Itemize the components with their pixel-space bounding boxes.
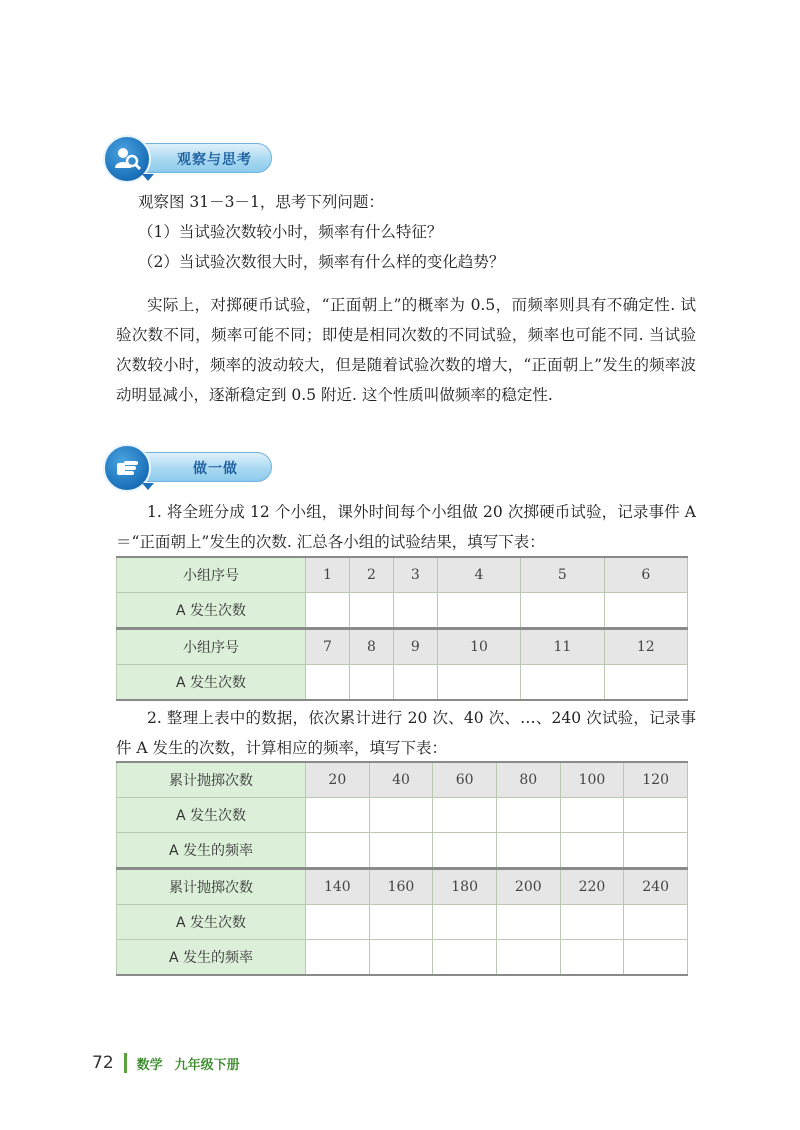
empty-cell	[393, 593, 437, 629]
empty-cell	[437, 593, 520, 629]
row-header: 累计抛掷次数	[117, 762, 306, 798]
cumulative-results-table	[116, 761, 688, 976]
badge-label: 观察与思考	[177, 152, 252, 168]
group-results-table	[116, 556, 688, 701]
table-cell: 6	[604, 557, 687, 593]
table-cell: 5	[521, 557, 604, 593]
stability-paragraph	[116, 290, 696, 410]
empty-cell	[496, 905, 560, 940]
empty-cell	[306, 798, 370, 833]
empty-cell	[369, 833, 433, 869]
empty-cell	[306, 905, 370, 940]
table-row	[117, 557, 688, 593]
empty-cell	[433, 798, 497, 833]
table-cell: 20	[306, 762, 370, 798]
row-header: A 发生次数	[117, 665, 306, 701]
stability-text: 实际上，对掷硬币试验，“正面朝上”的概率为 0.5，而频率则具有不确定性. 试验次数不同，频率可能不同；即使是相同次数的不同试验，频率也可能不同. 当试验次数较小时，频率的波动较大，但是随着试验次数的增大，“正面朝上”发生的频率波动明显减小，逐渐稳定到 0.5 附近. 这个性质叫做频率的稳定性.	[116, 296, 696, 404]
badge-label: 做一做	[193, 461, 238, 477]
table-row	[117, 869, 688, 905]
empty-cell	[306, 833, 370, 869]
empty-cell	[560, 905, 624, 940]
task-2	[116, 703, 696, 763]
row-header: A 发生的频率	[117, 940, 306, 976]
empty-cell	[521, 593, 604, 629]
empty-cell	[433, 833, 497, 869]
try-it-badge	[104, 449, 272, 485]
empty-cell	[624, 940, 688, 976]
question-2: （2）当试验次数很大时，频率有什么样的变化趋势？	[138, 253, 505, 271]
task-1	[116, 497, 696, 557]
row-header: 小组序号	[117, 557, 306, 593]
table-row	[117, 905, 688, 940]
empty-cell	[521, 665, 604, 701]
observe-questions	[120, 187, 695, 277]
table-row	[117, 940, 688, 976]
observe-think-badge	[104, 140, 272, 176]
table-cell: 11	[521, 629, 604, 665]
row-header: A 发生次数	[117, 593, 306, 629]
table-cell: 8	[349, 629, 393, 665]
subject-label: 数学	[136, 1057, 163, 1073]
empty-cell	[433, 940, 497, 976]
row-header: A 发生次数	[117, 905, 306, 940]
table-cell: 4	[437, 557, 520, 593]
table-row	[117, 798, 688, 833]
table-cell: 10	[437, 629, 520, 665]
row-header: A 发生的频率	[117, 833, 306, 869]
page-footer	[92, 1053, 252, 1073]
table-cell: 220	[560, 869, 624, 905]
empty-cell	[496, 833, 560, 869]
table-row	[117, 762, 688, 798]
empty-cell	[496, 940, 560, 976]
empty-cell	[306, 593, 350, 629]
table-row	[117, 665, 688, 701]
empty-cell	[433, 905, 497, 940]
table-cell: 100	[560, 762, 624, 798]
task-1-text: 1. 将全班分成 12 个小组，课外时间每个小组做 20 次掷硬币试验，记录事件 A＝“正面朝上”发生的次数. 汇总各小组的试验结果，填写下表：	[116, 503, 696, 551]
question-intro: 观察图 31－3－1，思考下列问题：	[138, 193, 384, 211]
table-cell: 12	[604, 629, 687, 665]
table-cell: 9	[393, 629, 437, 665]
grade-label: 九年级下册	[174, 1057, 240, 1073]
task-2-text: 2. 整理上表中的数据，依次累计进行 20 次、40 次、…、240 次试验，记录事件 A 发生的次数，计算相应的频率，填写下表：	[116, 709, 696, 757]
table-row	[117, 593, 688, 629]
table-row	[117, 629, 688, 665]
table-cell: 7	[306, 629, 350, 665]
empty-cell	[496, 798, 560, 833]
empty-cell	[560, 940, 624, 976]
empty-cell	[369, 798, 433, 833]
empty-cell	[306, 940, 370, 976]
empty-cell	[604, 593, 687, 629]
empty-cell	[560, 833, 624, 869]
row-header: A 发生次数	[117, 798, 306, 833]
table-cell: 120	[624, 762, 688, 798]
page-number: 72	[92, 1053, 114, 1073]
empty-cell	[624, 833, 688, 869]
table-cell: 2	[349, 557, 393, 593]
empty-cell	[349, 665, 393, 701]
table-cell: 3	[393, 557, 437, 593]
table-cell: 180	[433, 869, 497, 905]
footer-divider	[124, 1053, 127, 1073]
empty-cell	[369, 905, 433, 940]
table-cell: 140	[306, 869, 370, 905]
row-header: 小组序号	[117, 629, 306, 665]
badge-pointer	[142, 483, 154, 490]
empty-cell	[349, 593, 393, 629]
table-cell: 80	[496, 762, 560, 798]
table-cell: 240	[624, 869, 688, 905]
table-cell: 200	[496, 869, 560, 905]
table-cell: 60	[433, 762, 497, 798]
table-row	[117, 833, 688, 869]
empty-cell	[604, 665, 687, 701]
badge-pill	[104, 143, 272, 173]
empty-cell	[369, 940, 433, 976]
empty-cell	[624, 905, 688, 940]
table-cell: 40	[369, 762, 433, 798]
badge-pill	[104, 452, 272, 482]
table-cell: 1	[306, 557, 350, 593]
empty-cell	[393, 665, 437, 701]
empty-cell	[560, 798, 624, 833]
empty-cell	[437, 665, 520, 701]
badge-pointer	[142, 174, 154, 181]
table-cell: 160	[369, 869, 433, 905]
book-title	[137, 1054, 252, 1073]
empty-cell	[624, 798, 688, 833]
empty-cell	[306, 665, 350, 701]
question-1: （1）当试验次数较小时，频率有什么特征？	[138, 223, 443, 241]
row-header: 累计抛掷次数	[117, 869, 306, 905]
